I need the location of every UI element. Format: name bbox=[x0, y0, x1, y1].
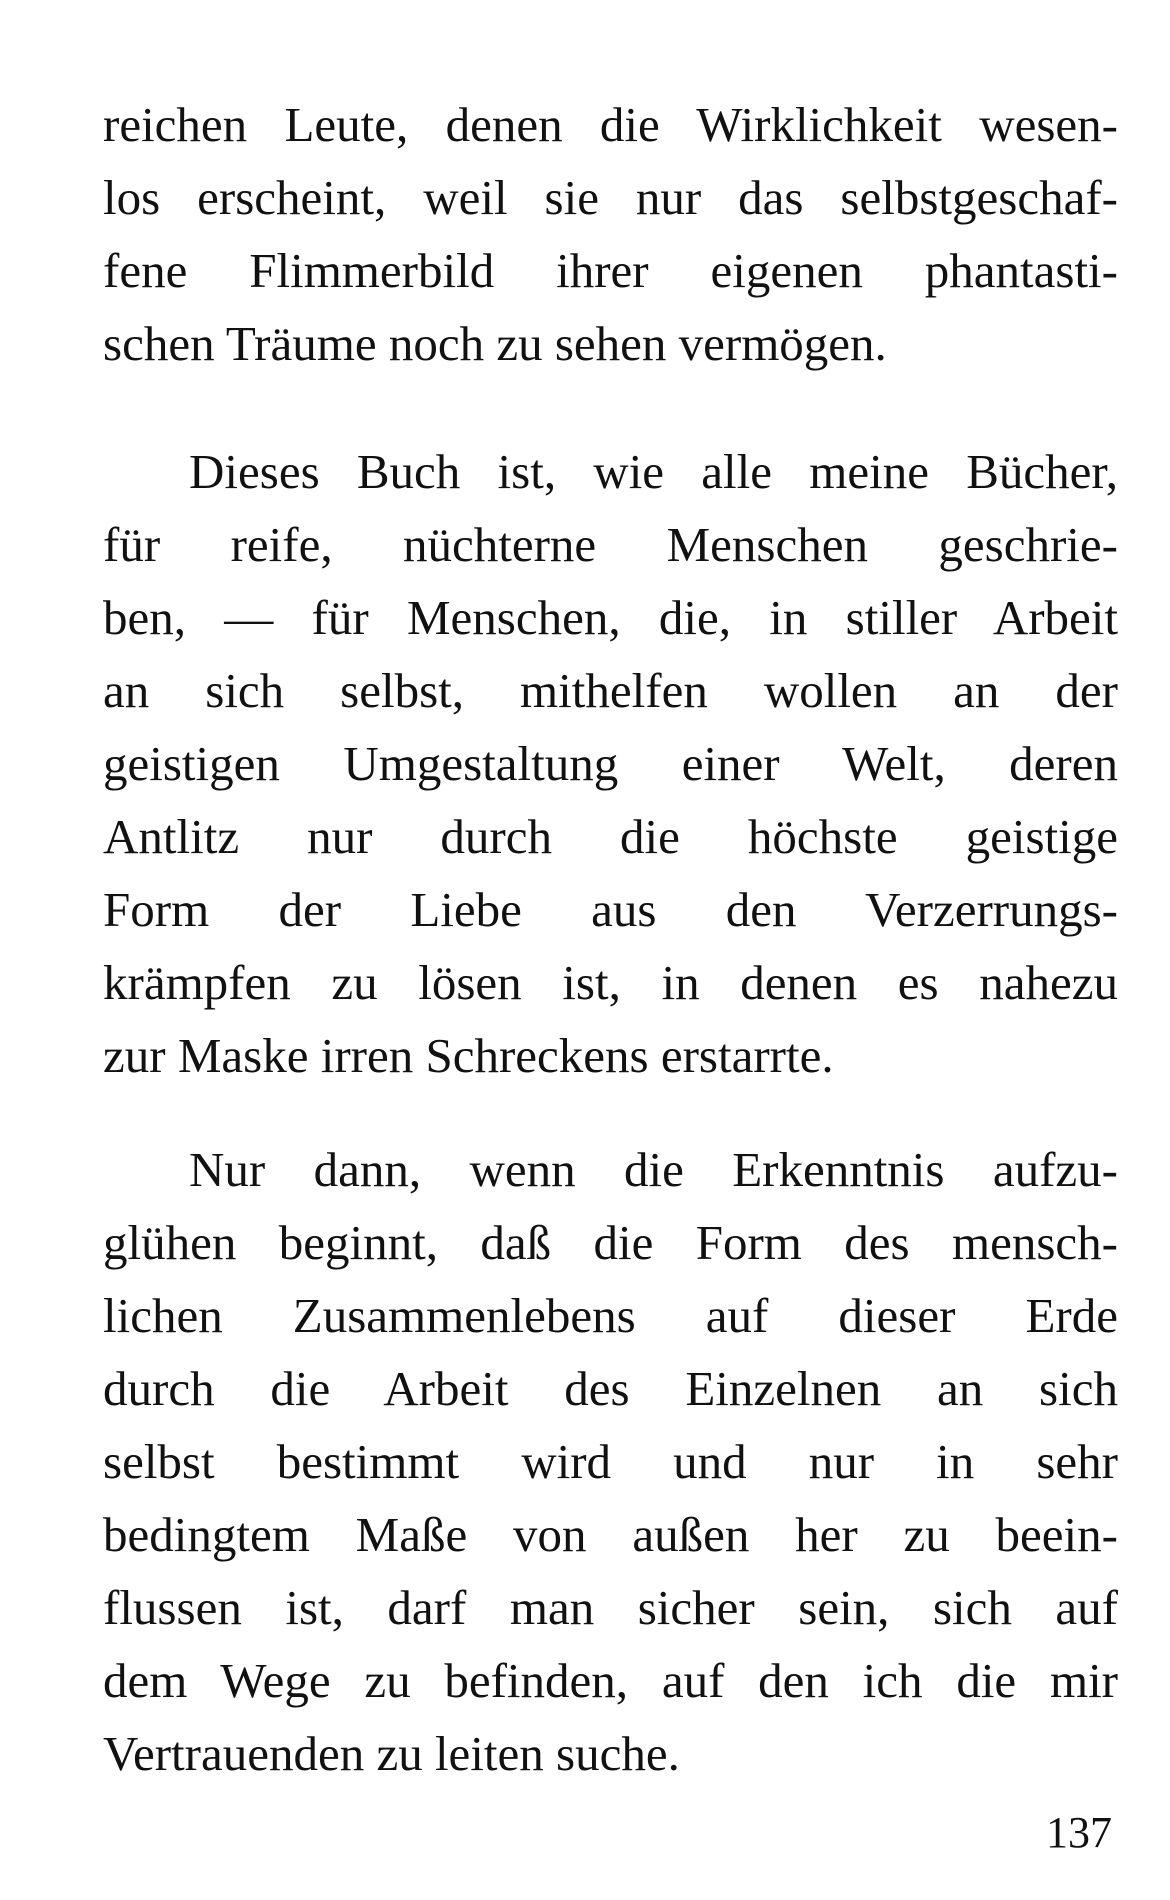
text-line: zur Maske irren Schreckens erstarrte. bbox=[103, 1028, 834, 1083]
text-line: schen Träume noch zu sehen vermögen. bbox=[103, 316, 887, 371]
text-line: flussen ist, darf man sicher sein, sich auf bbox=[103, 1580, 1118, 1635]
text-line: bedingtem Maße von außen her zu beein- bbox=[103, 1507, 1118, 1562]
text-line: für reife, nüchterne Menschen geschrie- bbox=[103, 517, 1118, 572]
text-line: Antlitz nur durch die höchste geistige bbox=[103, 809, 1118, 864]
text-line: Dieses Buch ist, wie alle meine Bücher, bbox=[189, 444, 1118, 499]
text-line: an sich selbst, mithelfen wollen an der bbox=[103, 663, 1118, 718]
paragraph-3 bbox=[103, 1133, 1118, 1790]
text-line: durch die Arbeit des Einzelnen an sich bbox=[103, 1361, 1118, 1416]
text-line: Vertrauenden zu leiten suche. bbox=[103, 1726, 680, 1781]
text-line: dem Wege zu befinden, auf den ich die mir bbox=[103, 1653, 1118, 1708]
text-line: glühen beginnt, daß die Form des mensch- bbox=[103, 1215, 1118, 1270]
page-number: 137 bbox=[1046, 1808, 1112, 1857]
paragraph-2 bbox=[103, 435, 1118, 1092]
text-line: selbst bestimmt wird und nur in sehr bbox=[103, 1434, 1118, 1489]
text-line: fene Flimmerbild ihrer eigenen phantasti- bbox=[103, 243, 1118, 298]
text-line: los erscheint, weil sie nur das selbstgeschaf- bbox=[103, 170, 1118, 225]
paragraph-1 bbox=[103, 88, 1118, 380]
text-line: krämpfen zu lösen ist, in denen es nahezu bbox=[103, 955, 1118, 1010]
text-line: geistigen Umgestaltung einer Welt, deren bbox=[103, 736, 1118, 791]
text-line: Nur dann, wenn die Erkenntnis aufzu- bbox=[189, 1142, 1118, 1197]
text-line: Form der Liebe aus den Verzerrungs- bbox=[103, 882, 1118, 937]
text-line: ben, — für Menschen, die, in stiller Arbeit bbox=[103, 590, 1118, 645]
text-line: lichen Zusammenlebens auf dieser Erde bbox=[103, 1288, 1118, 1343]
text-line: reichen Leute, denen die Wirklichkeit wesen- bbox=[103, 97, 1118, 152]
